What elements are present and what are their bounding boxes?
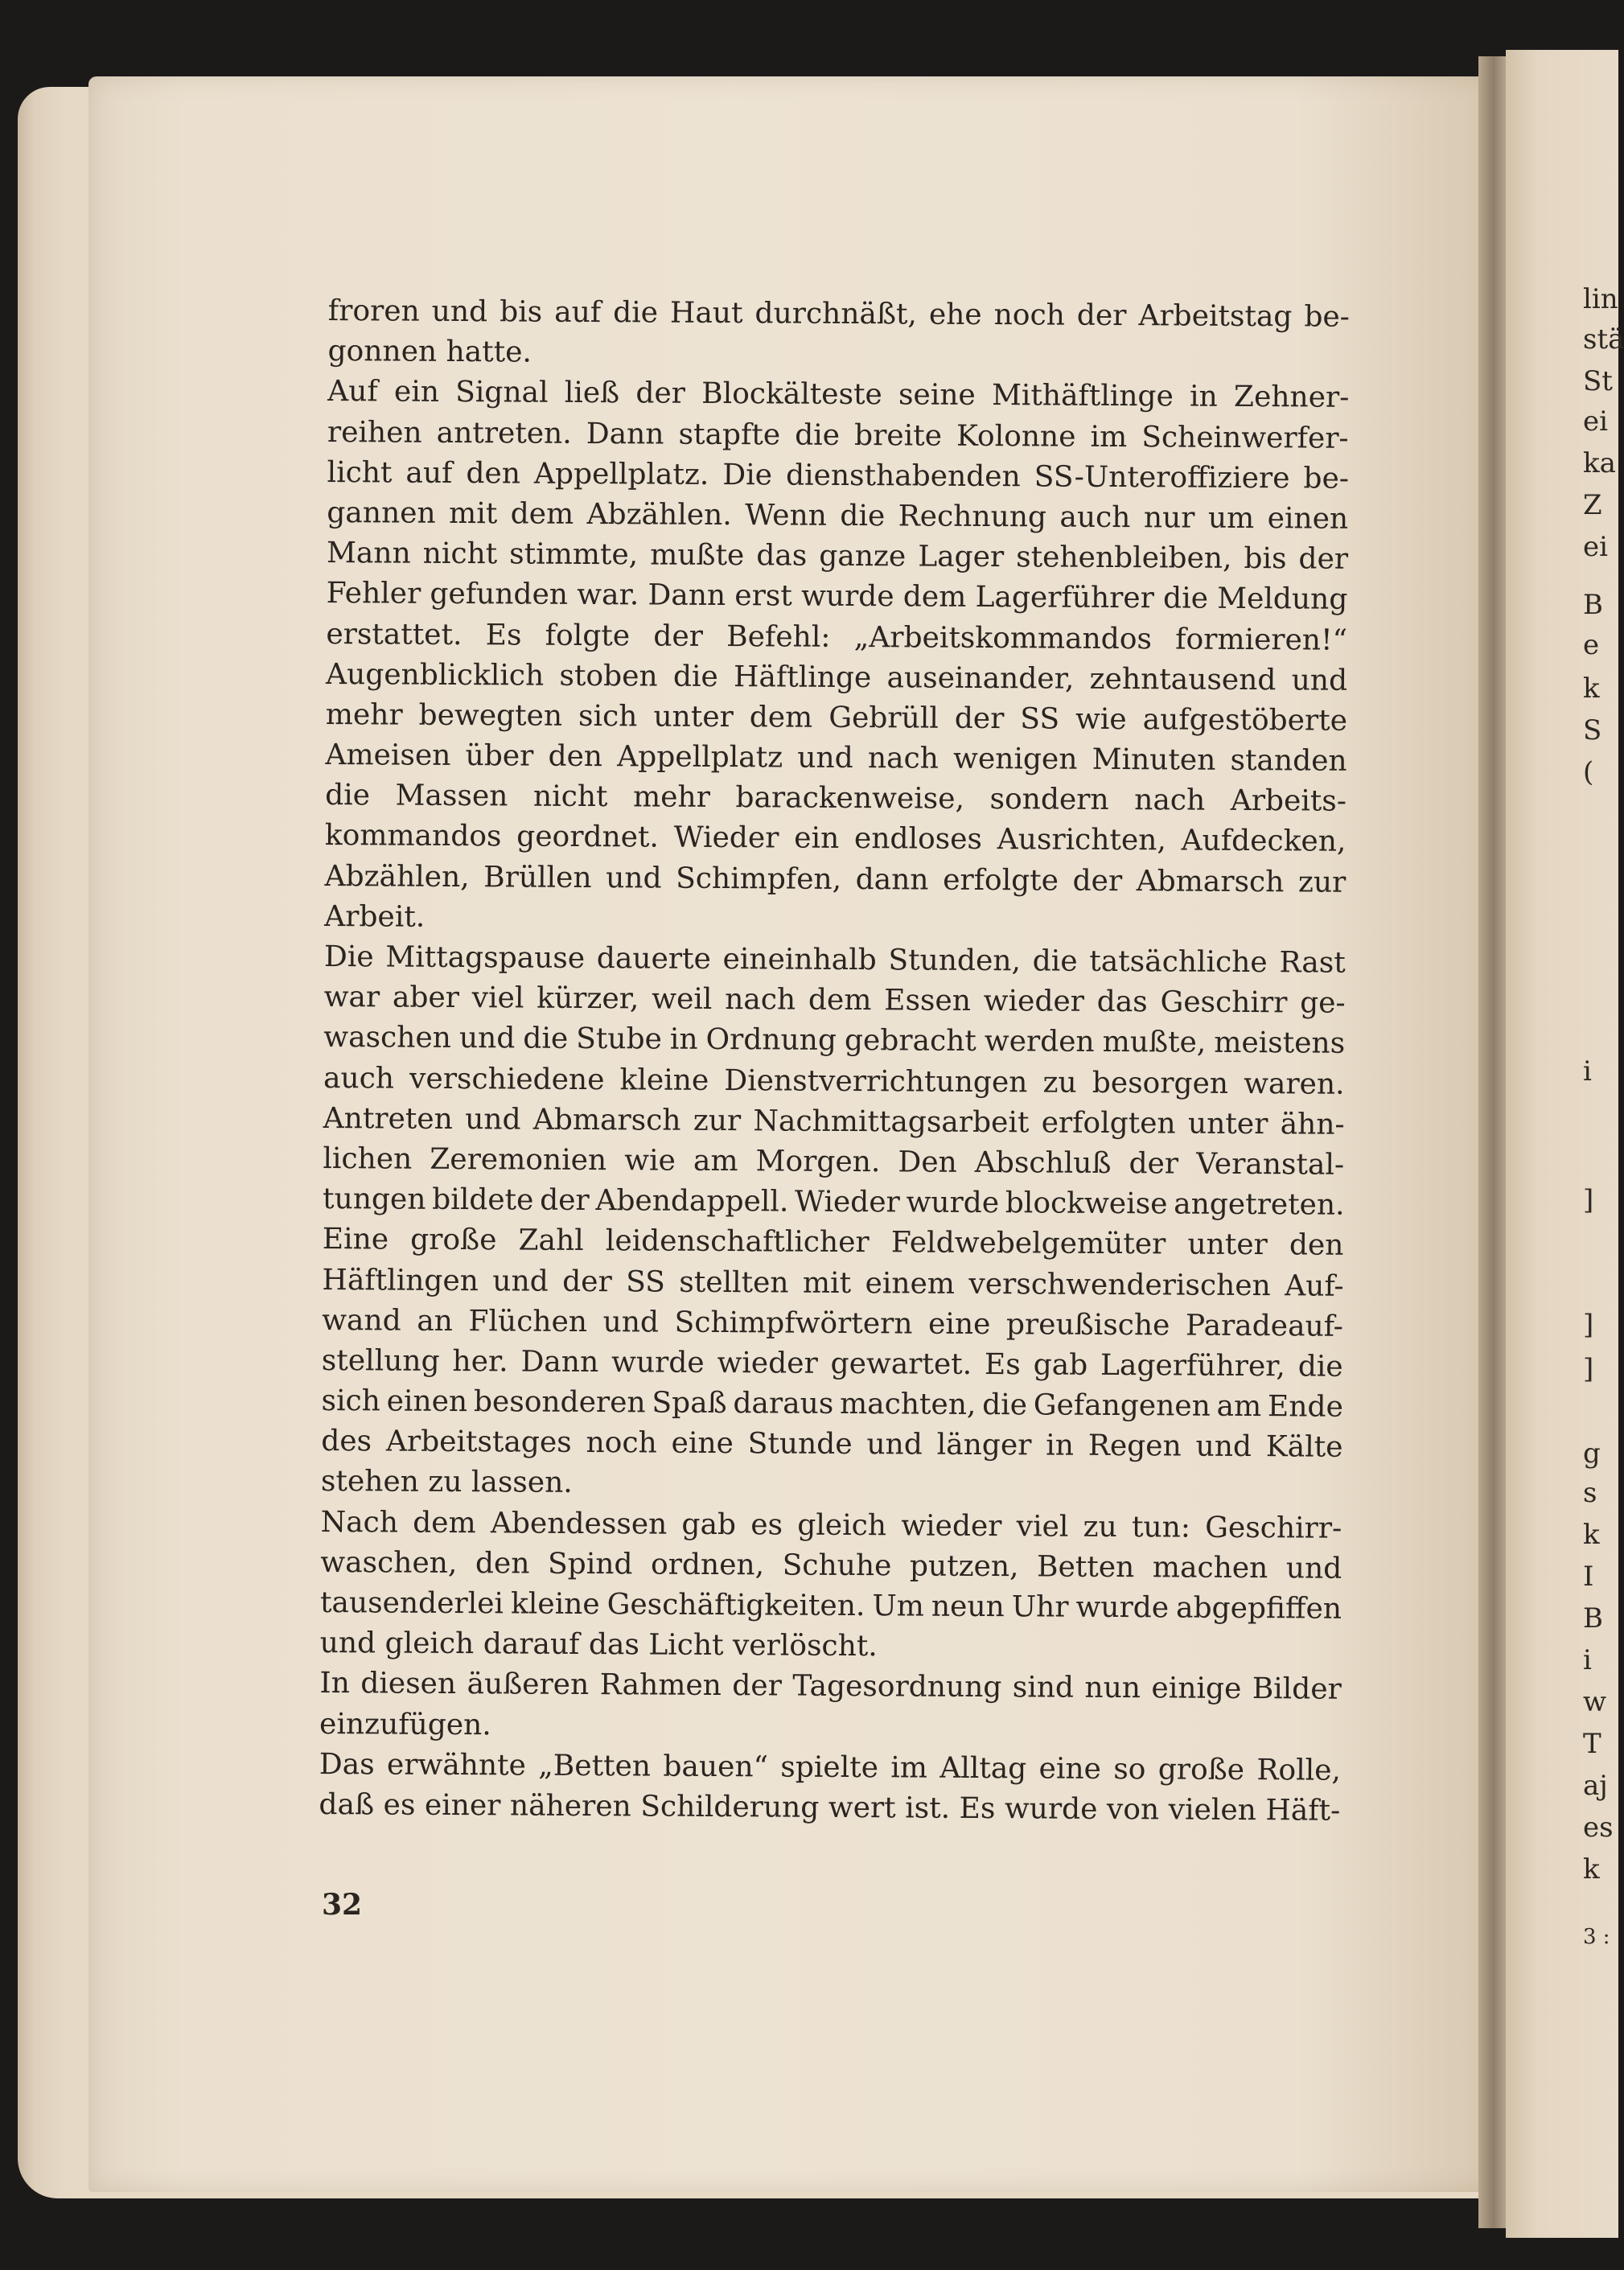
- text-line: Nach dem Abendessen gab es gleich wieder viel zu tun: Geschirr-: [320, 1505, 1342, 1545]
- text-line: des Arbeitstages noch eine Stunde und länger in Regen und Kälte: [321, 1425, 1343, 1464]
- facing-fragment: St: [1583, 365, 1613, 397]
- facing-fragment: 3 :: [1583, 1925, 1610, 1949]
- facing-fragment: ]: [1583, 1309, 1594, 1341]
- text-line: reihen antreten. Dann stapfte die breite Kolonne im Scheinwerfer-: [327, 415, 1349, 455]
- facing-fragment: aj: [1583, 1770, 1608, 1802]
- text-line: Antreten und Abmarsch zur Nachmittagsarbeit erfolgten unter ähn-: [323, 1101, 1345, 1141]
- text-line: mehr bewegten sich unter dem Gebrüll der SS wie aufgestöberte: [325, 697, 1348, 738]
- text-line: einzufügen.: [319, 1707, 491, 1742]
- facing-fragment: (: [1583, 756, 1594, 788]
- book-gutter: [1478, 56, 1509, 2228]
- facing-fragment: S: [1583, 714, 1602, 746]
- facing-fragment: B: [1583, 1602, 1603, 1635]
- facing-fragment: i: [1583, 1055, 1592, 1088]
- text-line: gannen mit dem Abzählen. Wenn die Rechnung auch nur um einen: [327, 496, 1349, 536]
- text-line: tausenderlei kleine Geschäftigkeiten. Um neun Uhr wurde abgepfiffen: [319, 1585, 1342, 1626]
- text-line: stehen zu lassen.: [320, 1465, 573, 1500]
- text-line: erstattet. Es folgte der Befehl: „Arbeitskommandos formieren!“: [326, 617, 1348, 657]
- text-line: sich einen besonderen Spaß daraus machten, die Gefangenen am Ende: [321, 1384, 1343, 1424]
- facing-fragment: ]: [1583, 1184, 1594, 1216]
- facing-fragment: ]: [1583, 1353, 1594, 1385]
- text-line: kommandos geordnet. Wieder ein endloses Ausrichten, Aufdecken,: [324, 819, 1346, 859]
- text-line: Arbeit.: [324, 899, 426, 934]
- facing-fragment: k: [1583, 672, 1600, 705]
- facing-fragment: k: [1583, 1853, 1600, 1885]
- facing-fragment: e: [1583, 629, 1600, 661]
- facing-fragment: ka: [1583, 447, 1616, 479]
- text-line: Eine große Zahl leidenschaftlicher Feldwebelgemüter unter den: [322, 1223, 1344, 1263]
- text-line: daß es einer näheren Schilderung wert ist. Es wurde von vielen Häft-: [319, 1787, 1341, 1828]
- text-line: Mann nicht stimmte, mußte das ganze Lager stehenbleiben, bis der: [326, 537, 1349, 576]
- facing-fragment: I: [1583, 1561, 1594, 1593]
- text-line: waschen, den Spind ordnen, Schuhe putzen, Betten machen und: [320, 1545, 1342, 1585]
- text-line: Augenblicklich stoben die Häftlinge auseinander, zehntausend und: [325, 657, 1348, 697]
- text-line: gonnen hatte.: [327, 335, 532, 369]
- text-line: lichen Zeremonien wie am Morgen. Den Abschluß der Veranstal-: [323, 1141, 1345, 1182]
- facing-fragment: w: [1583, 1686, 1607, 1718]
- page-number: 32: [322, 1888, 363, 1922]
- text-line: In diesen äußeren Rahmen der Tagesordnung sind nun einige Bilder: [319, 1667, 1342, 1707]
- text-line: auch verschiedene kleine Dienstverrichtungen zu besorgen waren.: [323, 1061, 1345, 1101]
- text-line: waschen und die Stube in Ordnung gebracht werden mußte, meistens: [323, 1021, 1346, 1061]
- text-line: Fehler gefunden war. Dann erst wurde dem Lagerführer die Meldung: [326, 577, 1348, 617]
- text-line: stellung her. Dann wurde wieder gewartet. Es gab Lagerführer, die: [321, 1343, 1343, 1384]
- facing-fragment: B: [1583, 589, 1603, 621]
- facing-fragment: T: [1583, 1728, 1601, 1760]
- text-line: die Massen nicht mehr barackenweise, sondern nach Arbeits-: [325, 779, 1347, 818]
- facing-fragment: Z: [1583, 489, 1602, 521]
- text-line: licht auf den Appellplatz. Die diensthabenden SS-Unteroffiziere be-: [327, 455, 1350, 496]
- facing-fragment: k: [1583, 1519, 1600, 1551]
- facing-fragment: ei: [1583, 405, 1608, 438]
- text-line: Abzählen, Brüllen und Schimpfen, dann erfolgte der Abmarsch zur: [324, 859, 1346, 899]
- text-line: war aber viel kürzer, weil nach dem Essen wieder das Geschirr ge-: [323, 981, 1346, 1020]
- text-line: Auf ein Signal ließ der Blockälteste seine Mithäftlinge in Zehner-: [327, 375, 1350, 415]
- facing-fragment: i: [1583, 1644, 1592, 1676]
- text-line: und gleich darauf das Licht verlöscht.: [319, 1626, 878, 1663]
- facing-fragment: lin: [1583, 283, 1618, 315]
- facing-fragment: es: [1583, 1811, 1614, 1844]
- text-line: Ameisen über den Appellplatz und nach wenigen Minuten standen: [325, 738, 1347, 778]
- facing-fragment: g: [1583, 1437, 1601, 1470]
- body-text: [319, 291, 1350, 1832]
- text-line: Das erwähnte „Betten bauen“ spielte im Alltag eine so große Rolle,: [319, 1747, 1342, 1787]
- text-line: Häftlingen und der SS stellten mit einem verschwenderischen Auf-: [322, 1263, 1344, 1303]
- facing-fragment: stä: [1583, 323, 1624, 356]
- text-line: froren und bis auf die Haut durchnäßt, ehe noch der Arbeitstag be-: [327, 294, 1351, 334]
- facing-fragment: s: [1583, 1477, 1597, 1509]
- facing-fragment: ei: [1583, 531, 1608, 563]
- text-line: tungen bildete der Abendappell. Wieder wurde blockweise angetreten.: [322, 1182, 1345, 1222]
- text-line: Die Mittagspause dauerte eineinhalb Stunden, die tatsächliche Rast: [323, 940, 1346, 980]
- text-line: wand an Flüchen und Schimpfwörtern eine preußische Paradeauf-: [322, 1303, 1344, 1343]
